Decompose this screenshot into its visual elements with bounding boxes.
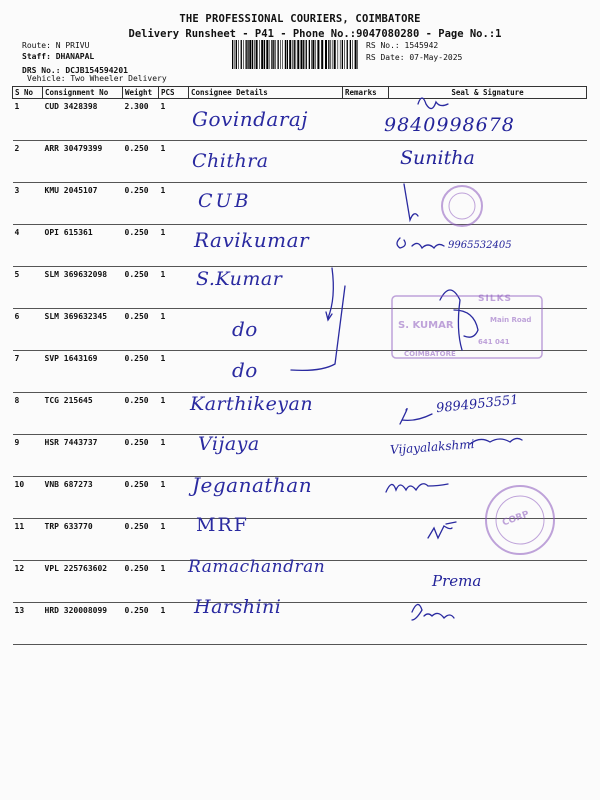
cell-consignment: KMU 2045107 (43, 183, 123, 225)
barcode-bar (287, 40, 288, 69)
header-signature: Seal & Signature (389, 87, 587, 99)
rs-number: RS No.: 1545942 (366, 41, 439, 50)
cell-remarks (343, 99, 389, 141)
cell-sno: 5 (13, 267, 43, 309)
signature-text: Sunitha (400, 147, 475, 169)
cell-weight: 0.250 (123, 309, 159, 351)
barcode-bar (342, 40, 343, 69)
barcode-bar (352, 40, 353, 69)
handwritten-consignee: Harshini (194, 596, 282, 618)
barcode-bar (303, 40, 304, 69)
handwritten-consignee: S.Kumar (196, 268, 283, 290)
cell-consignment: SVP 1643169 (43, 351, 123, 393)
header-sno: S No (13, 87, 43, 99)
cell-consignment: ARR 30479399 (43, 141, 123, 183)
cell-remarks (343, 603, 389, 645)
cell-pcs: 1 (159, 267, 189, 309)
corp-stamp-text: CORP (501, 509, 531, 529)
barcode-bar (243, 40, 244, 69)
barcode-bar (306, 40, 307, 69)
cell-weight: 0.250 (123, 477, 159, 519)
barcode-bar (259, 40, 260, 69)
cell-sno: 9 (13, 435, 43, 477)
barcode-bar (235, 40, 236, 69)
handwritten-consignee: Chithra (192, 150, 269, 172)
barcode-bar (273, 40, 274, 69)
cell-consignment: SLM 369632345 (43, 309, 123, 351)
handwritten-consignee: CUB (198, 190, 252, 212)
barcode-bar (269, 40, 270, 69)
handwritten-consignee: do (232, 358, 258, 382)
table-header-row (13, 87, 587, 99)
barcode-bar (241, 40, 242, 69)
barcode-bar (332, 40, 333, 69)
barcode-bar (344, 40, 345, 69)
header-weight: Weight (123, 87, 159, 99)
barcode-bar (357, 40, 358, 69)
barcode-bar (285, 40, 286, 69)
cell-pcs: 1 (159, 225, 189, 267)
barcode-bar (280, 40, 281, 69)
kumar-silks-stamp-name: S. KUMAR (398, 320, 454, 331)
cell-pcs: 1 (159, 435, 189, 477)
handwritten-consignee: Govindaraj (192, 107, 309, 131)
cell-weight: 0.250 (123, 141, 159, 183)
cell-weight: 0.250 (123, 393, 159, 435)
cell-weight: 0.250 (123, 435, 159, 477)
rs-date: RS Date: 07-May-2025 (366, 53, 463, 62)
cell-signature (389, 603, 587, 645)
cell-sno: 6 (13, 309, 43, 351)
barcode-bar (289, 40, 291, 69)
handwritten-consignee: MRF (196, 514, 249, 536)
cell-signature (389, 519, 587, 561)
barcode-bar (296, 40, 297, 69)
barcode-bar (261, 40, 263, 69)
cell-remarks (343, 351, 389, 393)
handwritten-consignee: Jeganathan (192, 473, 313, 497)
barcode-bar (249, 40, 251, 69)
barcode-bar (275, 40, 276, 69)
company-title: THE PROFESSIONAL COURIERS, COIMBATORE (179, 13, 421, 25)
cell-consignment: CUD 3428398 (43, 99, 123, 141)
barcode-bar (246, 40, 247, 69)
route-info (22, 40, 128, 76)
barcode-bar (321, 40, 323, 69)
cell-consignee (189, 351, 343, 393)
cell-consignee (189, 309, 343, 351)
barcode-bar (317, 40, 319, 69)
drs-number: DRS No.: DCJB154594201 (22, 66, 128, 75)
barcode-bar (266, 40, 268, 69)
cell-signature (389, 183, 587, 225)
cell-sno: 12 (13, 561, 43, 603)
barcode-bar (294, 40, 295, 69)
signature-text: 9840998678 (384, 114, 515, 136)
runsheet-title: Delivery Runsheet - P41 - Phone No.:9047080280 - Page No.:1 (128, 28, 502, 40)
barcode-bar (350, 40, 351, 69)
table-row (13, 519, 587, 561)
cell-pcs: 1 (159, 393, 189, 435)
barcode-bar (297, 40, 299, 69)
barcode-bar (256, 40, 258, 69)
table-row (13, 435, 587, 477)
barcode-bar (325, 40, 327, 69)
cell-sno: 7 (13, 351, 43, 393)
cell-pcs: 1 (159, 351, 189, 393)
table-row (13, 603, 587, 645)
cell-pcs: 1 (159, 141, 189, 183)
cell-sno: 11 (13, 519, 43, 561)
barcode-bar (311, 40, 312, 69)
cell-sno: 4 (13, 225, 43, 267)
cell-remarks (343, 267, 389, 309)
barcode-bar (334, 40, 336, 69)
cell-remarks (343, 435, 389, 477)
cell-consignment: SLM 369632098 (43, 267, 123, 309)
barcode-bar (238, 40, 239, 69)
cell-remarks (343, 519, 389, 561)
cell-weight: 2.300 (123, 99, 159, 141)
kumar-silks-stamp-city: COIMBATORE (404, 350, 456, 358)
header-pcs: PCS (159, 87, 189, 99)
barcode-bar (271, 40, 272, 69)
cell-pcs: 1 (159, 477, 189, 519)
kumar-silks-stamp-brand: SILKS (478, 294, 513, 304)
signature-text: 9965532405 (448, 240, 512, 251)
barcode-bar (254, 40, 255, 69)
cell-sno: 2 (13, 141, 43, 183)
cell-pcs: 1 (159, 99, 189, 141)
cell-weight: 0.250 (123, 351, 159, 393)
kumar-silks-stamp-pin: 641 041 (478, 338, 510, 346)
cell-weight: 0.250 (123, 603, 159, 645)
cell-consignment: TCG 215645 (43, 393, 123, 435)
barcode (232, 40, 358, 69)
handwritten-consignee: Karthikeyan (190, 393, 314, 415)
cell-pcs: 1 (159, 603, 189, 645)
cell-consignment: OPI 615361 (43, 225, 123, 267)
barcode-bar (264, 40, 265, 69)
route-label: Route: N PRIVU (22, 41, 90, 50)
cell-signature (389, 477, 587, 519)
barcode-bar (282, 40, 283, 69)
handwritten-consignee: do (232, 317, 258, 341)
cell-remarks (343, 477, 389, 519)
header-consignee: Consignee Details (189, 87, 343, 99)
cell-weight: 0.250 (123, 225, 159, 267)
barcode-bar (355, 40, 357, 69)
barcode-bar (340, 40, 341, 69)
cell-remarks (343, 141, 389, 183)
cell-sno: 3 (13, 183, 43, 225)
cell-consignment: HSR 7443737 (43, 435, 123, 477)
cell-remarks (343, 393, 389, 435)
barcode-bar (309, 40, 310, 69)
staff-label: Staff: DHANAPAL (22, 52, 95, 61)
header-remarks: Remarks (343, 87, 389, 99)
header-consignment: Consignment No (43, 87, 123, 99)
handwritten-consignee: Ravikumar (194, 228, 310, 252)
cell-weight: 0.250 (123, 183, 159, 225)
cell-weight: 0.250 (123, 561, 159, 603)
barcode-bar (236, 40, 237, 69)
cell-weight: 0.250 (123, 267, 159, 309)
barcode-bar (278, 40, 279, 69)
cell-sno: 13 (13, 603, 43, 645)
cell-pcs: 1 (159, 309, 189, 351)
cell-sno: 10 (13, 477, 43, 519)
barcode-bar (330, 40, 331, 69)
barcode-bar (312, 40, 314, 69)
barcode-bar (247, 40, 248, 69)
table-row (13, 351, 587, 393)
signature-text: Prema (432, 572, 482, 590)
barcode-bar (292, 40, 293, 69)
cell-sno: 8 (13, 393, 43, 435)
signature-text: Vijayalakshmi (389, 437, 475, 457)
barcode-bar (232, 40, 233, 69)
kumar-silks-stamp-road: Main Road (490, 316, 532, 324)
barcode-bar (252, 40, 253, 69)
barcode-bar (301, 40, 303, 69)
cell-consignment: VNB 687273 (43, 477, 123, 519)
cell-remarks (343, 561, 389, 603)
barcode-bar (328, 40, 329, 69)
signature-text: 9894953551 (435, 392, 520, 417)
cell-signature (389, 561, 587, 603)
handwritten-consignee: Vijaya (198, 433, 260, 455)
cell-consignment: TRP 633770 (43, 519, 123, 561)
cell-pcs: 1 (159, 561, 189, 603)
cell-consignment: VPL 225763602 (43, 561, 123, 603)
barcode-bar (315, 40, 316, 69)
cell-remarks (343, 309, 389, 351)
cell-consignment: HRD 320008099 (43, 603, 123, 645)
table-row (13, 183, 587, 225)
cell-pcs: 1 (159, 183, 189, 225)
cell-sno: 1 (13, 99, 43, 141)
handwritten-consignee: Ramachandran (188, 557, 326, 577)
rs-info (366, 40, 462, 64)
barcode-bar (338, 40, 339, 69)
cell-remarks (343, 183, 389, 225)
cell-weight: 0.250 (123, 519, 159, 561)
cell-pcs: 1 (159, 519, 189, 561)
table-row (13, 141, 587, 183)
cell-remarks (343, 225, 389, 267)
barcode-bar (347, 40, 348, 69)
vehicle-label: Vehicle: Two Wheeler Delivery (27, 74, 167, 83)
